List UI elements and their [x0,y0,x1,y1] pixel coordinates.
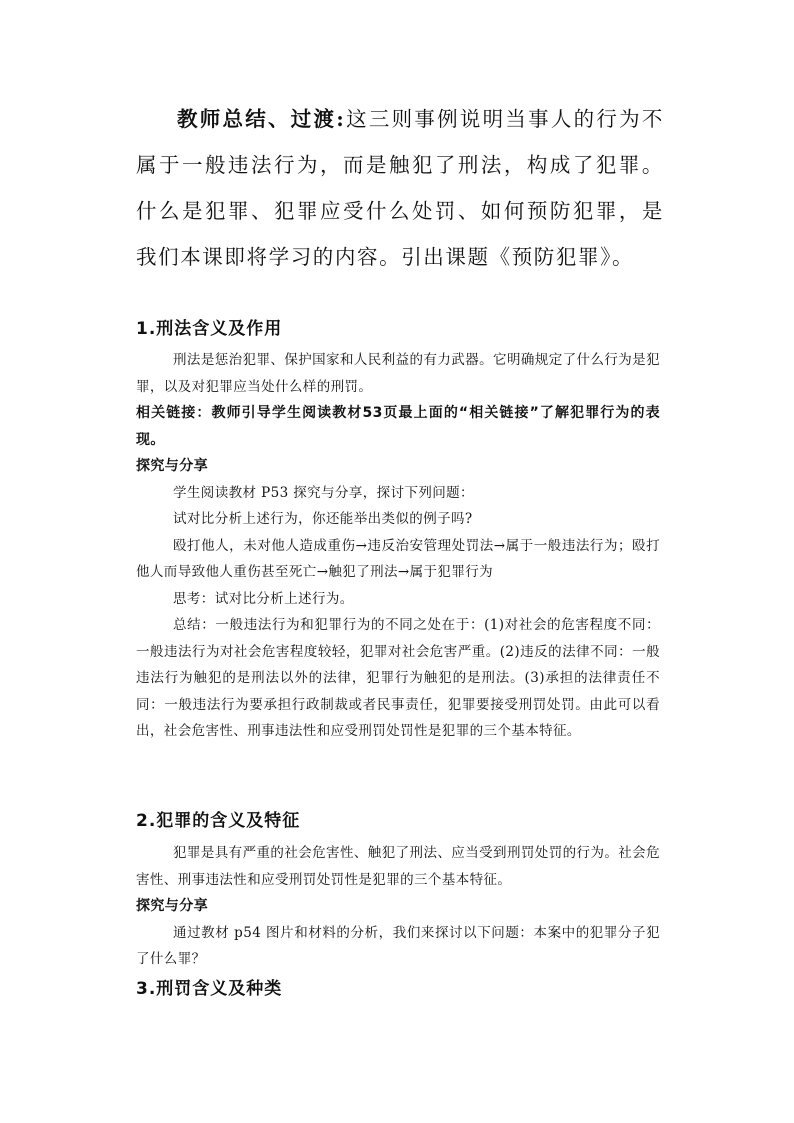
section1-summary: 总结：一般违法行为和犯罪行为的不同之处在于：(1)对社会的危害程度不同：一般违法行为对社会危害程度较轻，犯罪对社会危害严重。(2)违反的法律不同：一般违法行为触犯的是刑法以外的法律，犯罪行为触犯的是刑法。(3)承担的法律责任不同：一般违法行为要承担行政制裁或者民事责任，犯罪要接受刑罚处罚。由此可以看出，社会危害性、刑事违法性和应受刑罚处罚性是犯罪的三个基本特征。 [136,617,660,739]
section1-explore-label: 探究与分享 [136,458,208,474]
section1-paragraph-5: 思考：试对比分析上述行为。 [173,590,354,607]
intro-text: 这三则事例说明当事人的行为不属于一般违法行为，而是触犯了刑法，构成了犯罪。什么是犯罪、犯罪应受什么处罚、如何预防犯罪，是我们本课即将学习的内容。引出课题《预防犯罪》。 [136,107,664,269]
section1-paragraph-3: 试对比分析上述行为，你还能举出类似的例子吗? [173,511,473,527]
section1-heading: 1.刑法含义及作用 [136,319,283,339]
section2-paragraph-1: 犯罪是具有严重的社会危害性、触犯了刑法、应当受到刑罚处罚的行为。社会危害性、刑事违法性和应受刑罚处罚性是犯罪的三个基本特征。 [136,845,660,888]
section1-paragraph-2: 学生阅读教材 P53 探究与分享，探讨下列问题： [173,484,474,501]
related-link-note: 相关链接：教师引导学生阅读教材53页最上面的“相关链接”了解犯罪行为的表现。 [136,405,660,448]
section2-body [136,840,660,973]
section2-paragraph-2: 通过教材 p54 图片和材料的分析，我们来探讨以下问题：本案中的犯罪分子犯了什么罪？ [136,924,660,967]
section3-heading: 3.刑罚含义及种类 [136,979,283,999]
section2-explore-label: 探究与分享 [136,898,208,914]
section1-body [136,347,660,745]
section1-paragraph-4: 殴打他人，未对他人造成重伤→违反治安管理处罚法→属于一般违法行为；殴打他人而导致他人重伤甚至死亡→触犯了刑法→属于犯罪行为 [136,537,660,580]
intro-lead: 教师总结、过渡: [177,107,346,131]
section1-paragraph-1: 刑法是惩治犯罪、保护国家和人民利益的有力武器。它明确规定了什么行为是犯罪，以及对犯罪应当处什么样的刑罚。 [136,352,660,395]
section2-heading: 2.犯罪的含义及特征 [136,811,301,831]
intro-paragraph [136,96,664,280]
